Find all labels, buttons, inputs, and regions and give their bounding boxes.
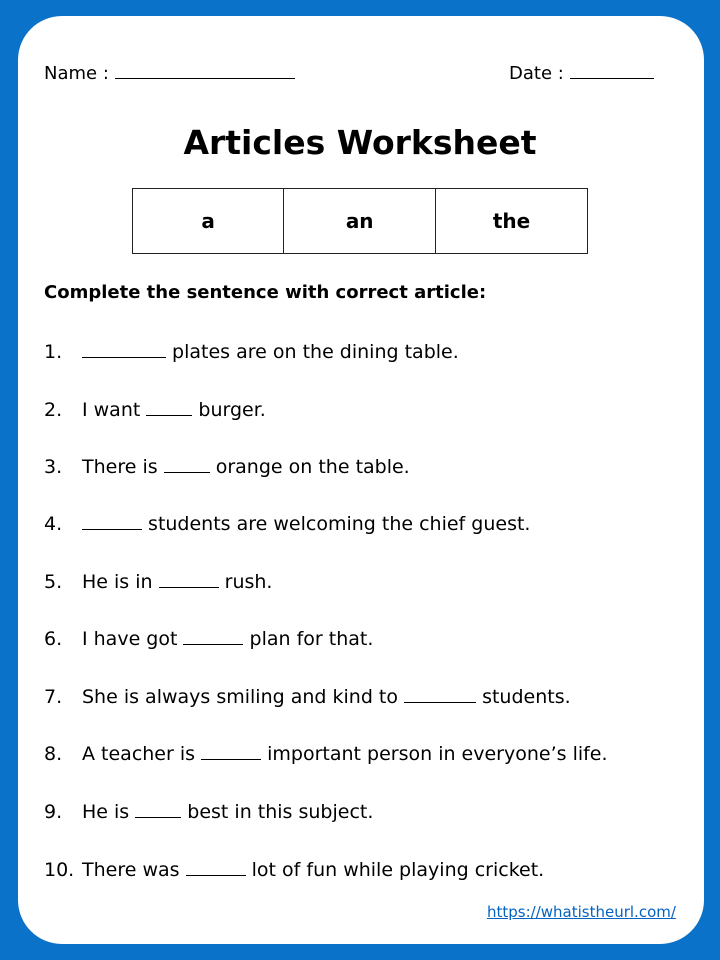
page-title: Articles Worksheet: [183, 123, 537, 162]
name-field-row: [44, 62, 295, 85]
question-text-after: rush.: [218, 571, 273, 593]
question-number: 2.: [44, 399, 63, 421]
question-text-after: best in this subject.: [181, 801, 374, 823]
question-number: 9.: [44, 801, 63, 823]
article-cell-an: an: [284, 189, 436, 254]
date-label: Date :: [509, 63, 564, 84]
question-text-after: students are welcoming the chief guest.: [142, 513, 531, 535]
question-number: 8.: [44, 743, 63, 765]
answer-blank: [82, 511, 142, 530]
question-text-before: There was: [82, 859, 186, 881]
question-item: [44, 511, 530, 537]
answer-blank: [404, 684, 476, 703]
question-number: 7.: [44, 686, 63, 708]
question-text-after: students.: [476, 686, 571, 708]
question-text-before: I have got: [82, 628, 184, 650]
name-blank-line: [115, 62, 295, 79]
question-number: 1.: [44, 341, 63, 363]
answer-blank: [201, 741, 261, 760]
answer-blank: [135, 799, 181, 818]
question-item: [44, 569, 272, 595]
question-text-after: important person in everyone’s life.: [261, 743, 608, 765]
question-item: [44, 454, 410, 480]
question-text-before: A teacher is: [82, 743, 202, 765]
question-text-after: plates are on the dining table.: [166, 341, 459, 363]
date-field-row: [509, 62, 654, 85]
question-text-before: I want: [82, 399, 147, 421]
question-text-before: He is in: [82, 571, 159, 593]
article-cell-the: the: [436, 189, 588, 254]
question-item: [44, 626, 373, 652]
question-number: 6.: [44, 628, 63, 650]
question-text-after: plan for that.: [243, 628, 374, 650]
question-item: [44, 799, 373, 825]
question-number: 4.: [44, 513, 63, 535]
source-url-link[interactable]: https://whatistheurl.com/: [487, 903, 676, 921]
answer-blank: [159, 569, 219, 588]
question-text-before: He is: [82, 801, 136, 823]
answer-blank: [183, 626, 243, 645]
article-cell-a: a: [133, 189, 284, 254]
date-blank-line: [570, 62, 654, 79]
question-text-after: burger.: [192, 399, 266, 421]
answer-blank: [164, 454, 210, 473]
question-item: [44, 741, 608, 767]
name-label: Name :: [44, 63, 109, 84]
answer-blank: [82, 339, 166, 358]
articles-box: [132, 188, 588, 254]
question-number: 3.: [44, 456, 63, 478]
question-text-before: She is always smiling and kind to: [82, 686, 405, 708]
question-item: [44, 857, 544, 883]
question-text-after: orange on the table.: [209, 456, 410, 478]
question-item: [44, 397, 266, 423]
question-item: [44, 684, 571, 710]
question-number: 10.: [44, 859, 75, 881]
question-text-after: lot of fun while playing cricket.: [245, 859, 545, 881]
answer-blank: [146, 397, 192, 416]
instruction-text: Complete the sentence with correct article:: [44, 282, 487, 303]
answer-blank: [186, 857, 246, 876]
question-item: [44, 339, 459, 365]
question-number: 5.: [44, 571, 63, 593]
question-text-before: There is: [82, 456, 164, 478]
